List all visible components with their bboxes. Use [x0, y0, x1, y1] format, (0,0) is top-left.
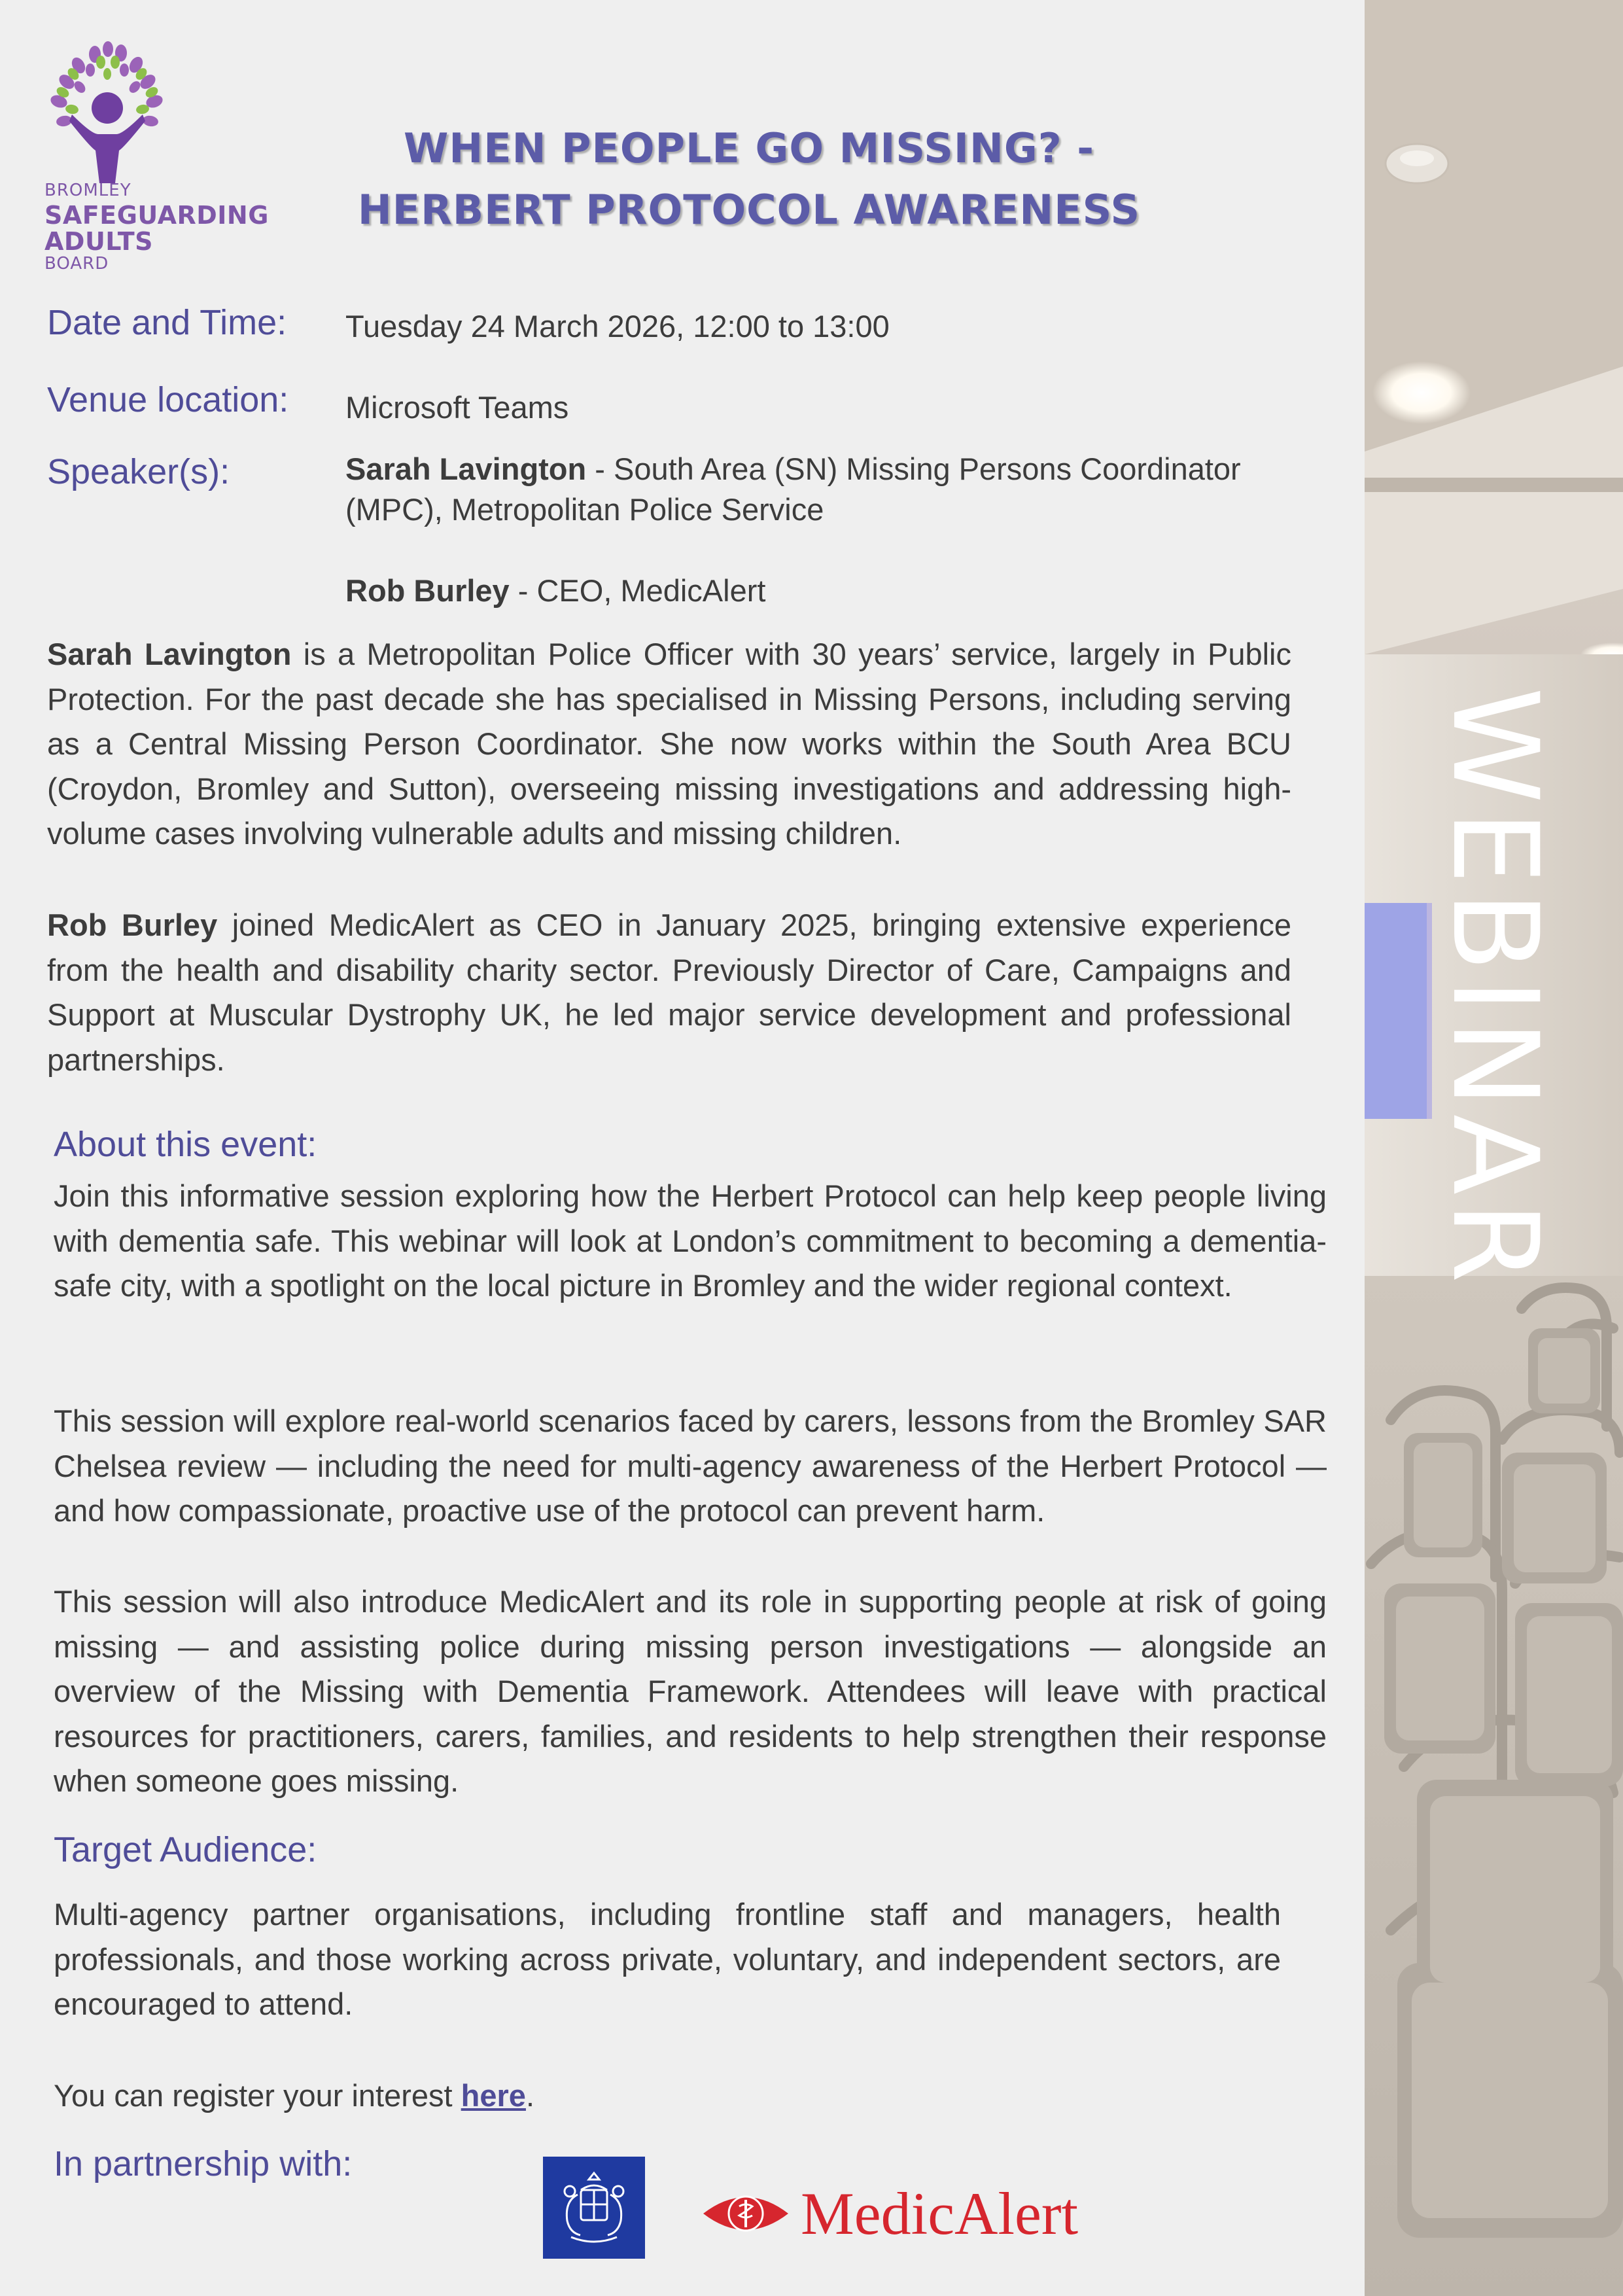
title-line-2: HERBERT PROTOCOL AWARENESS	[357, 186, 1141, 234]
logo-line-board: BOARD	[44, 254, 109, 274]
medicalert-logo	[700, 2179, 1078, 2248]
speakers-label: Speaker(s):	[47, 452, 230, 491]
speaker-2	[345, 571, 765, 611]
sarah-bio	[47, 632, 1291, 857]
register-prefix: You can register your interest	[54, 2078, 461, 2113]
venue-label: Venue location:	[47, 380, 289, 419]
about-paragraph-1: Join this informative session exploring how the Herbert Protocol can help keep people living with dementia safe. This webinar will look at London’s commitment to becoming a dementia-safe city, with a spotlight on the local picture in Bromley and the wider regional context.	[54, 1178, 1327, 1303]
speaker-1-name: Sarah Lavington	[345, 451, 587, 486]
sarah-bio-name: Sarah Lavington	[47, 637, 292, 671]
logo-line-adults: ADULTS	[44, 227, 154, 256]
sarah-bio-text: is a Metropolitan Police Officer with 30 years’ service, largely in Public Protection. For the past decade she has specialised in Missing Persons, including serving as a Central Missing Person Coordinator. She now works within the South Area BCU (Croydon, Bromley and Sutton), overseeing missing investigations and addressing high-volume cases involving vulnerable adults and missing children.	[47, 637, 1291, 851]
rob-bio	[47, 903, 1291, 1082]
partners-heading: In partnership with:	[54, 2144, 353, 2183]
date-value: Tuesday 24 March 2026, 12:00 to 13:00	[345, 309, 890, 344]
page-title	[314, 118, 1184, 241]
police-crest-icon	[551, 2165, 637, 2250]
audience-heading: Target Audience:	[54, 1830, 317, 1869]
venue-value: Microsoft Teams	[345, 390, 569, 425]
speaker-1	[345, 449, 1294, 530]
title-line-1: WHEN PEOPLE GO MISSING? -	[403, 124, 1095, 172]
medicalert-wordmark: MedicAlert	[801, 2180, 1079, 2247]
logo-line-safeguarding: SAFEGUARDING	[44, 201, 269, 230]
metropolitan-police-logo	[543, 2157, 645, 2259]
medicalert-emblem-icon	[700, 2184, 792, 2243]
rob-bio-name: Rob Burley	[47, 908, 218, 942]
speaker-2-role: - CEO, MedicAlert	[509, 573, 766, 608]
about-heading: About this event:	[54, 1125, 317, 1164]
logo-wordmark	[44, 182, 280, 276]
person-figure-icon	[69, 92, 145, 183]
webinar-banner	[1420, 582, 1570, 1394]
logo-line-bromley: BROMLEY	[44, 181, 131, 200]
audience-text: Multi-agency partner organisations, including frontline staff and managers, health professionals, and those working across private, voluntary, and independent sectors, are encouraged to attend.	[54, 1897, 1281, 2021]
webinar-banner-text: WEBINAR	[1426, 686, 1563, 1290]
speaker-1-role: - South Area (SN) Missing Persons Coordinator (MPC), Metropolitan Police Service	[345, 451, 1241, 527]
about-paragraph-3: This session will also introduce MedicAlert and its role in supporting people at risk of going missing — and assisting police during missing person investigations — alongside an overview of the Missing with Dementia Framework. Attendees will leave with practical resources for practitioners, carers, families, and residents to help strengthen their response when someone goes missing.	[54, 1584, 1327, 1798]
rob-bio-text: joined MedicAlert as CEO in January 2025, bringing extensive experience from the health and disability charity sector. Previously Director of Care, Campaigns and Support at Muscular Dystrophy UK, he led major service development and professional partnerships.	[47, 908, 1292, 1077]
register-suffix: .	[525, 2078, 535, 2113]
register-link[interactable]: here	[461, 2078, 526, 2113]
register-line	[54, 2075, 534, 2116]
date-label: Date and Time:	[47, 303, 287, 342]
speaker-2-name: Rob Burley	[345, 573, 510, 608]
about-paragraph-2: This session will explore real-world scenarios faced by carers, lessons from the Bromley SAR Chelsea review — including the need for multi-agency awareness of the Herbert Protocol — and how compassionate, proactive use of the protocol can prevent harm.	[54, 1404, 1327, 1528]
